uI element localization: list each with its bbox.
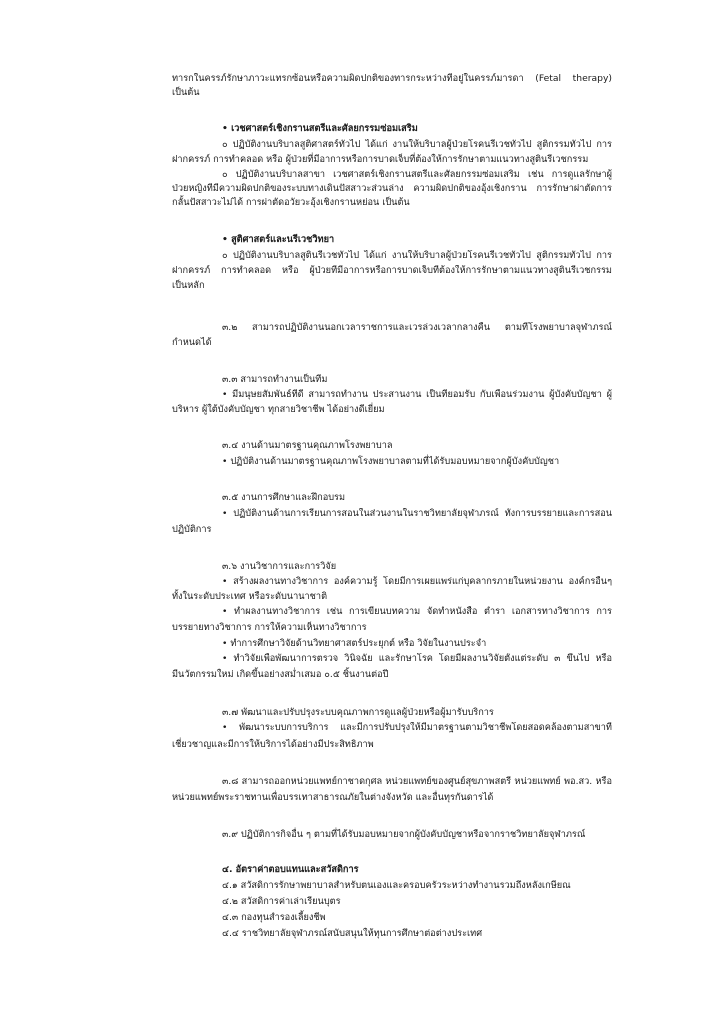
text-line: • มีมนุษยสัมพันธ์ที่ดี สามารถทำงาน ประสานงาน เป็นที่ยอมรับ กับเพื่อนร่วมงาน ผู้บังคับบัญชา ผู้ [222,389,612,400]
text-line: ๓.๙ ปฏิบัติการกิจอื่น ๆ ตามที่ได้รับมอบหมายจากผู้บังคับบัญชาหรือจากราชวิทยาลัยจุฬาภรณ์ [222,829,586,840]
text-line: ๓.๗ พัฒนาและปรับปรุงระบบคุณภาพการดูแลผู้ป่วยหรือผู้มารับบริการ [222,707,494,718]
text-line: ๔.๒ สวัสดิการค่าเล่าเรียนบุตร [222,896,341,907]
text-line: ๓.๒ สามารถปฏิบัติงานนอกเวลาราชการและเวรล่วงเวลากลางคืน ตามที่โรงพยาบาลจุฬาภรณ์ [222,322,612,333]
text-line: ๓.๘ สามารถออกหน่วยแพทย์กาชาดกุศล หน่วยแพทย์ของศูนย์สุขภาพสตรี หน่วยแพทย์ พอ.สว. หรือ [222,776,612,787]
text-line: เป็นต้น [172,87,200,98]
text-line: ๔.๔ ราชวิทยาลัยจุฬาภรณ์สนับสนุนให้ทุนการศึกษาต่อต่างประเทศ [222,928,483,939]
text-line: ๔.๓ กองทุนสำรองเลี้ยงชีพ [222,912,326,923]
section-heading: • เวชศาสตร์เชิงกรานสตรีและศัลยกรรมซ่อมเสริม [222,123,418,134]
text-line: หน่วยแพทย์พระราชทานเพื่อบรรเทาสาธารณภัยในต่างจังหวัด และอื่นทุรกันดารได้ [172,792,494,803]
section-heading: • สูติศาสตร์และนรีเวชวิทยา [222,234,335,245]
text-line: • สร้างผลงานทางวิชาการ องค์ความรู้ โดยมีการเผยแพร่แก่บุคลากรภายในหน่วยงาน องค์กรอื่นๆ [222,576,612,587]
text-line: ฝากครรภ์ การทำคลอด หรือ ผู้ป่วยที่มีอาการหรือการบาดเจ็บที่ต้องให้การรักษาตามแนวทางสูตินรีเวชกรรม [172,154,589,165]
text-line: • ทำวิจัยเพื่อพัฒนาการตรวจ วินิจฉัย และรักษาโรค โดยมีผลงานวิจัยตั้งแต่ระดับ ๓ ขึ้นไป หรือ [222,653,612,664]
text-line: ๐ ปฏิบัติงานบริบาลสูตินรีเวชทั่วไป ได้แก่ งานให้บริบาลผู้ป่วยโรคนรีเวชทั่วไป สูติกรรมทั่วไป การ [222,250,612,261]
text-line: ฝากครรภ์ การทำคลอด หรือ ผู้ป่วยที่มีอาการหรือการบาดเจ็บที่ต้องให้การรักษาตามแนวทางสูตินรีเวชกรรม [172,265,612,276]
text-line: บรรยายทางวิชาการ การให้ความเห็นทางวิชาการ [172,622,367,633]
text-line: ๓.๕ งานการศึกษาและฝึกอบรม [222,492,346,503]
text-line: • พัฒนาระบบการบริการ และมีการปรับปรุงให้มีมาตรฐานตามวิชาชีพโดยสอดคล้องตามสาขาที่ [222,722,612,733]
text-line: ๐ ปฏิบัติงานบริบาลสาขา เวชศาสตร์เชิงกรานสตรีและศัลยกรรมซ่อมเสริม เช่น การดูแลรักษาผู้ [222,169,612,180]
text-line: ๓.๓ สามารถทำงานเป็นทีม [222,374,328,385]
text-line: ๓.๔ งานด้านมาตรฐานคุณภาพโรงพยาบาล [222,440,393,451]
text-line: กำหนดได้ [172,337,212,348]
text-line: • ทำผลงานทางวิชาการ เช่น การเขียนบทความ จัดทำหนังสือ ตำรา เอกสารทางวิชาการ การ [222,606,612,617]
text-line: ทั้งในระดับประเทศ หรือระดับนานาชาติ [172,591,328,602]
text-line: ๐ ปฏิบัติงานบริบาลสูติศาสตร์ทั่วไป ได้แก่ งานให้บริบาลผู้ป่วยโรคนรีเวชทั่วไป สูติกรรมทั่วไป การ [222,139,612,150]
text-line: กลั้นปัสสาวะไม่ได้ การผ่าตัดอวัยวะอุ้งเชิงกรานหย่อน เป็นต้น [172,197,410,208]
text-line: ป่วยหญิงที่มีความผิดปกติของระบบทางเดินปัสสาวะส่วนล่าง ความผิดปกติของอุ้งเชิงกราน การรักษาผ่าตัดการ [172,183,612,194]
text-line: • ทำการศึกษาวิจัยด้านวิทยาศาสตร์ประยุกต์ หรือ วิจัยในงานประจำ [222,638,487,649]
text-line: • ปฏิบัติงานด้านมาตรฐานคุณภาพโรงพยาบาลตามที่ได้รับมอบหมายจากผู้บังคับบัญชา [222,456,560,467]
text-line: ๔.๑ สวัสดิการรักษาพยาบาลสำหรับตนเองและครอบครัวระหว่างทำงานรวมถึงหลังเกษียณ [222,880,571,891]
text-line: • ปฏิบัติงานด้านการเรียนการสอนในส่วนงานในราชวิทยาลัยจุฬาภรณ์ ทั้งการบรรยายและการสอน [222,508,612,519]
text-line: เชี่ยวชาญและมีการให้บริการได้อย่างมีประสิทธิภาพ [172,739,374,750]
section-heading: ๔. อัตราค่าตอบแทนและสวัสดิการ [222,864,359,875]
text-line: บริหาร ผู้ใต้บังคับบัญชา ทุกสายวิชาชีพ ได้อย่างดีเยี่ยม [172,404,385,415]
text-line: มีนวัตกรรมใหม่ เกิดขึ้นอย่างสม่ำเสมอ ๐.๕ ชิ้นงานต่อปี [172,669,389,680]
text-line: ทารกในครรภ์รักษาภาวะแทรกซ้อนหรือความผิดปกติของทารกระหว่างที่อยู่ในครรภ์มารดา (Fetal therapy) [172,73,612,84]
text-line: เป็นหลัก [172,280,205,291]
text-line: ปฏิบัติการ [172,524,212,535]
text-line: ๓.๖ งานวิชาการและการวิจัย [222,561,337,572]
